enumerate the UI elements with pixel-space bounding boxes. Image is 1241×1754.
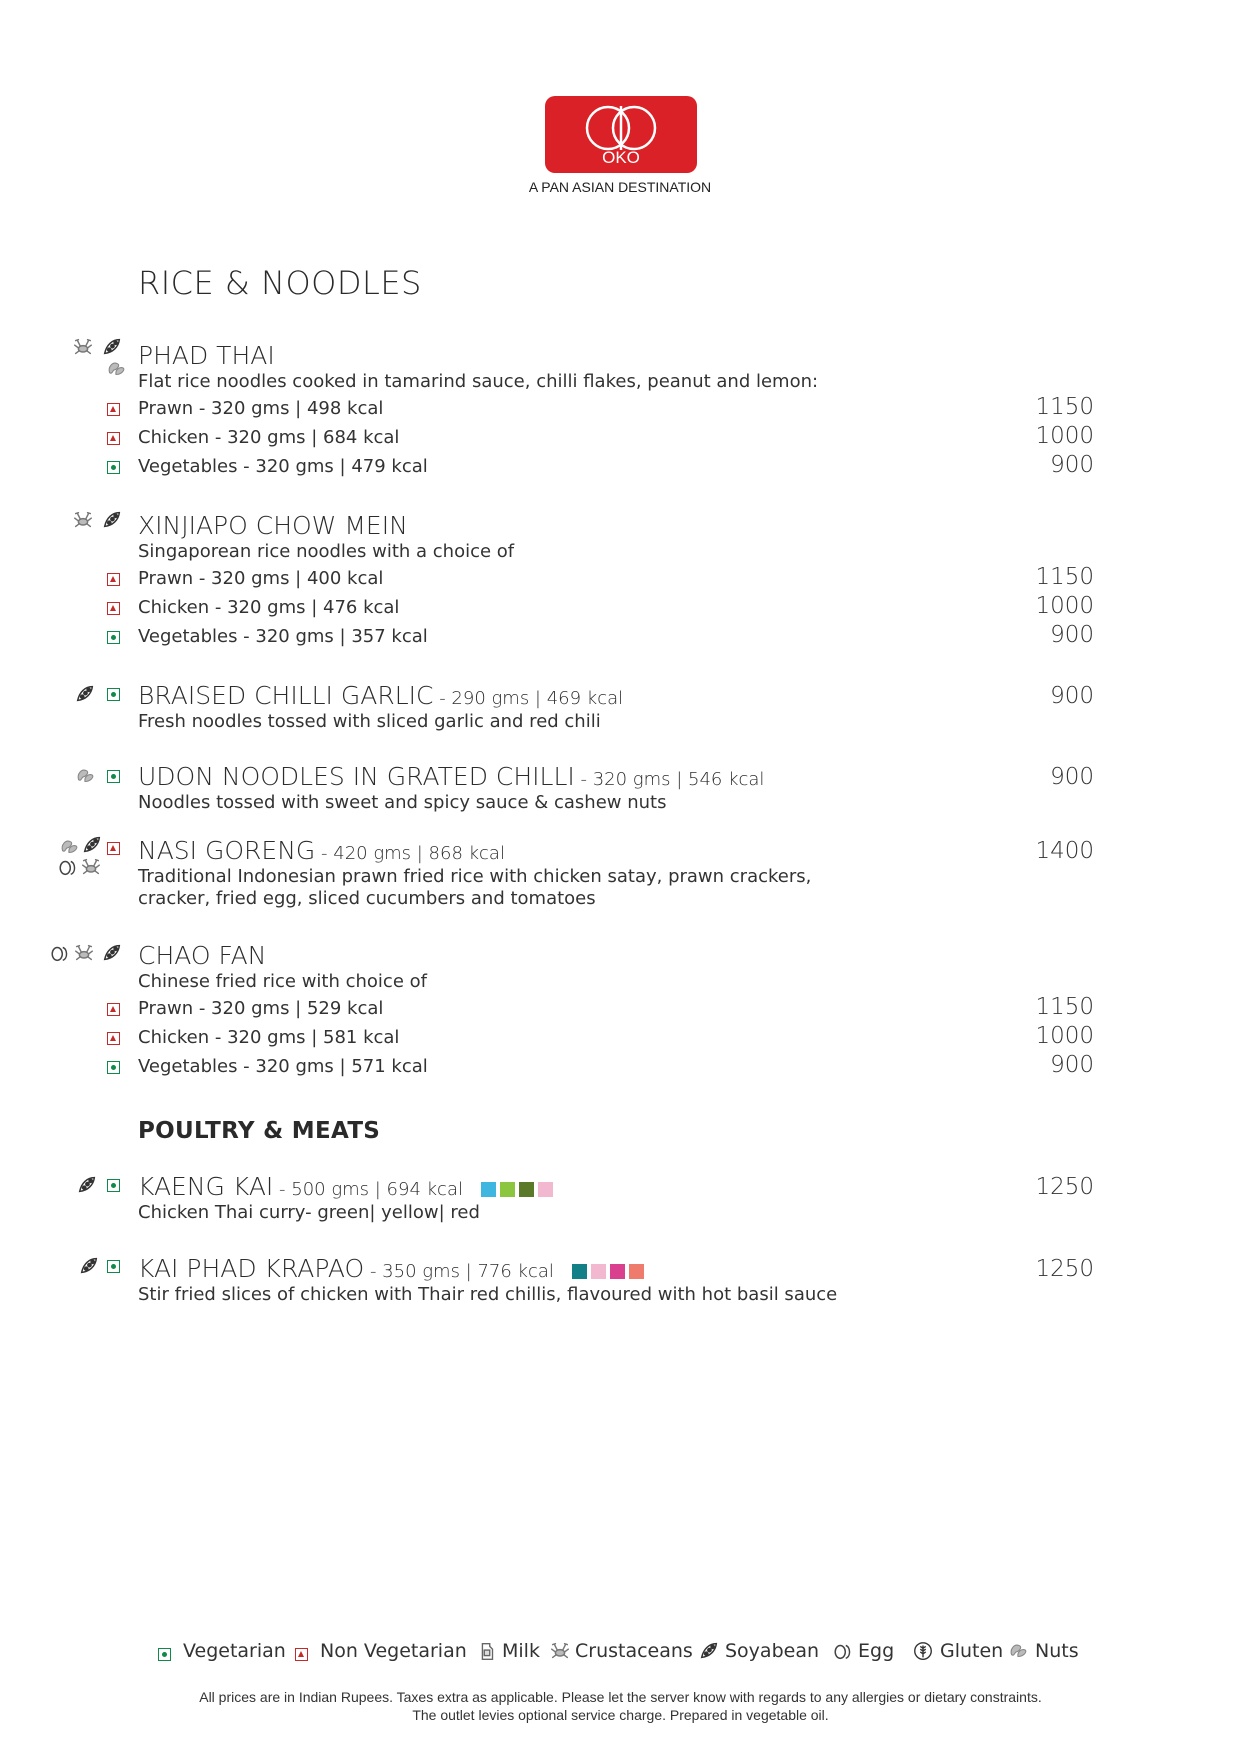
soyabean-icon [76,1174,98,1196]
dish-name: CHAO FAN [138,941,267,970]
variant-label: Prawn - 320 gms | 400 kcal [138,568,384,589]
variant-price: 900 [1050,452,1094,478]
dish-description-line2: cracker, fried egg, sliced cucumbers and tomatoes [138,888,596,909]
variant-price: 1150 [1035,394,1094,420]
vegetarian-icon [107,688,120,701]
legend-label: Soyabean [725,1640,820,1662]
dish-description: Chinese fried rice with choice of [138,971,427,992]
legend-label: Milk [502,1640,540,1662]
colour-swatches [572,1256,648,1285]
variant-label: Chicken - 320 gms | 476 kcal [138,597,400,618]
vegetarian-icon [107,1061,120,1074]
non-vegetarian-icon [107,1003,120,1016]
dish-description: Noodles tossed with sweet and spicy sauce & cashew nuts [138,792,667,813]
swatch-blue [481,1182,496,1197]
dish-meta: - 290 gms | 469 kcal [433,688,624,709]
crustaceans-icon [73,942,95,964]
dish-price: 1250 [1035,1174,1094,1200]
variant-price: 900 [1050,622,1094,648]
dish-name: PHAD THAI [138,341,275,370]
dish-meta: - 420 gms | 868 kcal [315,843,505,864]
dish-meta: - 350 gms | 776 kcal [364,1261,554,1282]
milk-icon [476,1640,498,1662]
variant-price: 1000 [1035,593,1094,619]
crustaceans-icon [72,336,94,358]
dish-name [138,836,505,865]
dish-price: 1400 [1035,838,1094,864]
dish-name [138,681,623,710]
legend-soyabean [698,1640,819,1662]
non-vegetarian-icon [107,842,120,855]
nuts-icon [105,358,127,380]
legend-label: Vegetarian [183,1640,286,1662]
dish-description: Fresh noodles tossed with sliced garlic and red chili [138,711,601,732]
logo-text: OKO [602,148,640,167]
dish-title: BRAISED CHILLI GARLIC [138,681,434,710]
variant-price: 1000 [1035,1023,1094,1049]
non-vegetarian-icon [295,1648,308,1661]
variant-label: Chicken - 320 gms | 581 kcal [138,1027,400,1048]
vegetarian-icon [107,770,120,783]
dish-price: 900 [1050,764,1094,790]
legend-label: Non Vegetarian [320,1640,467,1662]
variant-label: Prawn - 320 gms | 529 kcal [138,998,384,1019]
variant-price: 900 [1050,1052,1094,1078]
nuts-icon [1007,1640,1029,1662]
non-vegetarian-icon [107,432,120,445]
vegetarian-icon [107,1260,120,1273]
legend-vegetarian [158,1640,286,1662]
variant-label: Vegetables - 320 gms | 357 kcal [138,626,428,647]
brand-logo [545,96,697,173]
variant-label: Vegetables - 320 gms | 479 kcal [138,456,428,477]
section-title-rice-noodles: RICE & NOODLES [138,264,422,302]
dish-description: Flat rice noodles cooked in tamarind sauce, chilli flakes, peanut and lemon: [138,371,819,392]
non-vegetarian-icon [107,573,120,586]
dish-description: Singaporean rice noodles with a choice of [138,541,515,562]
variant-label: Prawn - 320 gms | 498 kcal [138,398,384,419]
curry-colour-swatches [481,1174,557,1203]
non-vegetarian-icon [107,602,120,615]
section-title-poultry-meats: POULTRY & MEATS [138,1118,381,1144]
variant-price: 1150 [1035,994,1094,1020]
dish-title: KAI PHAD KRAPAO [138,1254,365,1283]
swatch-salmon [629,1264,644,1279]
legend-label: Gluten [940,1640,1004,1662]
dish-price: 900 [1050,683,1094,709]
soyabean-icon [101,509,123,531]
crustaceans-icon [72,509,94,531]
dish-name [138,1172,557,1203]
soyabean-icon [74,683,96,705]
non-vegetarian-icon [107,1032,120,1045]
egg-icon [49,942,71,964]
swatch-teal [572,1264,587,1279]
legend-milk [476,1640,540,1662]
dish-name: XINJIAPO CHOW MEIN [138,511,408,540]
legend-nuts [1007,1640,1079,1662]
legend-crustaceans [549,1640,693,1662]
dish-description: Stir fried slices of chicken with Thair red chillis, flavoured with hot basil sauce [138,1284,838,1305]
swatch-green [500,1182,515,1197]
variant-price: 1000 [1035,423,1094,449]
dish-meta: - 320 gms | 546 kcal [574,769,765,790]
vegetarian-icon [158,1648,171,1661]
footnote-line1: All prices are in Indian Rupees. Taxes extra as applicable. Please let the server know with regards to any allergies or dietary constraints. [199,1689,1042,1705]
legend-label: Crustaceans [575,1640,693,1662]
legend-gluten [912,1640,1003,1662]
vegetarian-icon [107,1179,120,1192]
footnote-line2: The outlet levies optional service charge. Prepared in vegetable oil. [412,1707,829,1723]
nuts-icon [58,836,80,858]
egg-icon [57,856,79,878]
variant-label: Vegetables - 320 gms | 571 kcal [138,1056,428,1077]
dish-price: 1250 [1035,1256,1094,1282]
crustaceans-icon [80,856,102,878]
vegetarian-icon [107,631,120,644]
soyabean-icon [101,336,123,358]
gluten-icon [912,1640,934,1662]
egg-icon [832,1640,854,1662]
legend-label: Egg [858,1640,895,1662]
legend-non-vegetarian [295,1640,467,1662]
dish-title: KAENG KAI [138,1172,274,1201]
dish-description-line1: Traditional Indonesian prawn fried rice with chicken satay, prawn crackers, [138,866,812,887]
swatch-magenta [610,1264,625,1279]
variant-price: 1150 [1035,564,1094,590]
swatch-light-pink [591,1264,606,1279]
dish-title: NASI GORENG [138,836,316,865]
legend-egg [832,1640,894,1662]
dish-description: Chicken Thai curry- green| yellow| red [138,1202,480,1223]
swatch-olive [519,1182,534,1197]
swatch-pink [538,1182,553,1197]
vegetarian-icon [107,461,120,474]
dish-name [138,1254,648,1285]
tagline: A PAN ASIAN DESTINATION [528,179,712,195]
dish-title: UDON NOODLES IN GRATED CHILLI [138,762,575,791]
soyabean-icon [698,1640,720,1662]
soyabean-icon [101,942,123,964]
crustaceans-icon [549,1640,571,1662]
legend-label: Nuts [1035,1640,1079,1662]
nuts-icon [74,765,96,787]
soyabean-icon [81,834,103,856]
dish-meta: - 500 gms | 694 kcal [273,1179,463,1200]
non-vegetarian-icon [107,403,120,416]
variant-label: Chicken - 320 gms | 684 kcal [138,427,400,448]
dish-name [138,762,764,791]
soyabean-icon [78,1255,100,1277]
